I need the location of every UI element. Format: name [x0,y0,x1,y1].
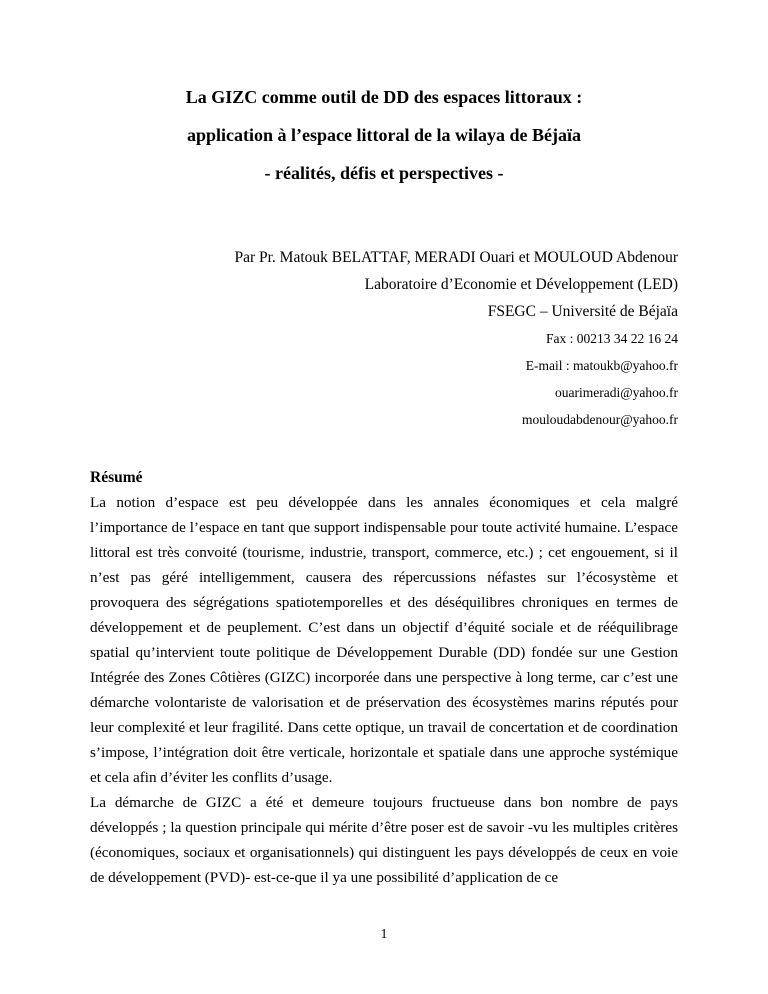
page-number: 1 [380,926,388,941]
paper-title-line-3: - réalités, défis et perspectives - [264,163,504,183]
authors-email-1: E-mail : matoukb@yahoo.fr [525,358,678,373]
abstract-heading: Résumé [90,469,143,486]
author-block [90,244,678,433]
paper-title-line-2: application à l’espace littoral de la wilaya de Béjaïa [187,125,581,145]
authors-email-3: mouloudabdenour@yahoo.fr [521,412,678,427]
authors-laboratory: Laboratoire d’Economie et Développement (LED) [364,276,678,293]
authors-university: FSEGC – Université de Béjaïa [487,303,678,320]
abstract-paragraph-1: La notion d’espace est peu développée dans les annales économiques et cela malgré l’importance de l’espace en tant que support indispensable pour toute activité humaine. L’espace littoral est très convoité (tourisme, industrie, transport, commerce, etc.) ; cet engouement, si il n’est pas géré intelligemment, causera des répercussions néfastes sur l’écosystème et provoquera des ségrégations spatiotemporelles et des déséquilibres chroniques en termes de développement et de peuplement. C’est dans un objectif d’équité sociale et de rééquilibrage spatial qu’intervient toute politique de Développement Durable (DD) fondée sur une Gestion Intégrée des Zones Côtières (GIZC) incorporée dans une perspective à long terme, car c’est une démarche volontariste de valorisation et de préservation des écosystèmes marins réputés pour leur complexité et leur fragilité. Dans cette optique, un travail de concertation et de coordination s’impose, l’intégration doit être verticale, horizontale et spatiale dans une approche systémique et cela afin d’éviter les conflits d’usage. [90,494,678,786]
authors-fax: Fax : 00213 34 22 16 24 [545,331,678,346]
paper-title-line-1: La GIZC comme outil de DD des espaces littoraux : [185,87,583,107]
authors-email-2: ouarimeradi@yahoo.fr [554,385,678,400]
authors-byline: Par Pr. Matouk BELATTAF, MERADI Ouari et MOULOUD Abdenour [234,249,678,266]
paper-title [90,78,678,192]
abstract-paragraph-2: La démarche de GIZC a été et demeure toujours fructueuse dans bon nombre de pays développés ; la question principale qui mérite d’être poser est de savoir -vu les multiples critères (économiques, sociaux et organisationnels) qui distinguent les pays développés de ceux en voie de développement (PVD)- est-ce-que il ya une possibilité d’application de ce [90,794,678,886]
